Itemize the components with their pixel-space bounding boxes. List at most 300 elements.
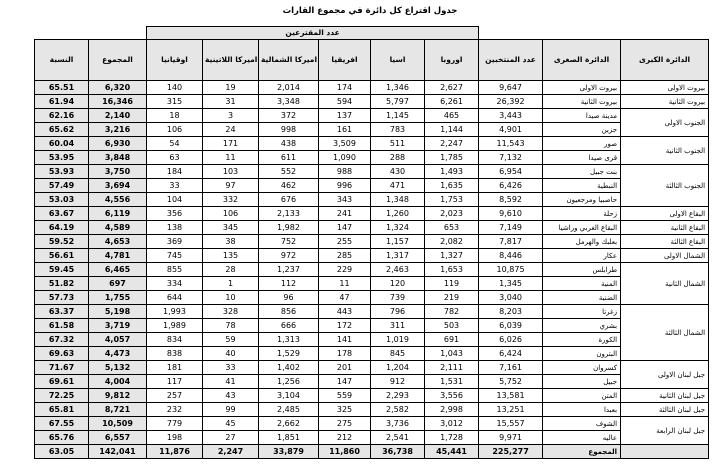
table-row <box>35 277 709 291</box>
cell-registered-voters: 5,752 <box>479 375 543 389</box>
cell-north-america: 1,256 <box>259 375 319 389</box>
cell-total: 4,653 <box>89 235 147 249</box>
cell-oceania: 181 <box>147 361 203 375</box>
cell-latin-america: 332 <box>203 193 259 207</box>
cell-minor-district: الكورة <box>543 333 621 347</box>
cell-latin-america: 24 <box>203 123 259 137</box>
cell-latin-america: 19 <box>203 81 259 95</box>
cell-percentage: 62.16 <box>35 109 89 123</box>
cell-north-america: 96 <box>259 291 319 305</box>
cell-major-district: جبل لبنان الرابعة <box>621 417 709 445</box>
cell-north-america: 1,402 <box>259 361 319 375</box>
cell-percentage: 53.95 <box>35 151 89 165</box>
cell-europe: 1,327 <box>425 249 479 263</box>
table-row <box>35 291 709 305</box>
votes-table <box>34 26 709 459</box>
cell-europe: 1,493 <box>425 165 479 179</box>
cell-total: 3,694 <box>89 179 147 193</box>
cell-africa: 275 <box>319 417 371 431</box>
total-oceania: 11,876 <box>147 445 203 459</box>
cell-asia: 1,324 <box>371 221 425 235</box>
cell-europe: 465 <box>425 109 479 123</box>
cell-percentage: 67.32 <box>35 333 89 347</box>
cell-minor-district: الضنية <box>543 291 621 305</box>
total-north-america: 33,879 <box>259 445 319 459</box>
cell-europe: 1,785 <box>425 151 479 165</box>
cell-registered-voters: 8,446 <box>479 249 543 263</box>
cell-latin-america: 43 <box>203 389 259 403</box>
cell-registered-voters: 8,592 <box>479 193 543 207</box>
cell-africa: 174 <box>319 81 371 95</box>
cell-oceania: 745 <box>147 249 203 263</box>
cell-north-america: 1,237 <box>259 263 319 277</box>
table-row <box>35 81 709 95</box>
cell-minor-district: المتن <box>543 389 621 403</box>
cell-minor-district: زغرتا <box>543 305 621 319</box>
cell-oceania: 315 <box>147 95 203 109</box>
cell-total: 8,721 <box>89 403 147 417</box>
cell-oceania: 1,989 <box>147 319 203 333</box>
cell-percentage: 72.25 <box>35 389 89 403</box>
total-major-empty <box>621 445 709 459</box>
cell-europe: 1,753 <box>425 193 479 207</box>
cell-north-america: 752 <box>259 235 319 249</box>
cell-latin-america: 33 <box>203 361 259 375</box>
table-row <box>35 417 709 431</box>
cell-europe: 2,023 <box>425 207 479 221</box>
cell-latin-america: 1 <box>203 277 259 291</box>
cell-asia: 511 <box>371 137 425 151</box>
cell-percentage: 63.37 <box>35 305 89 319</box>
cell-asia: 796 <box>371 305 425 319</box>
cell-minor-district: النبطية <box>543 179 621 193</box>
cell-oceania: 117 <box>147 375 203 389</box>
cell-major-district: جبل لبنان الثانية <box>621 389 709 403</box>
cell-registered-voters: 10,875 <box>479 263 543 277</box>
cell-north-america: 438 <box>259 137 319 151</box>
table-row <box>35 179 709 193</box>
cell-minor-district: حاصبيا ومرجعيون <box>543 193 621 207</box>
total-europe: 45,441 <box>425 445 479 459</box>
cell-north-america: 462 <box>259 179 319 193</box>
cell-oceania: 644 <box>147 291 203 305</box>
header-row <box>35 40 709 81</box>
cell-percentage: 60.04 <box>35 137 89 151</box>
cell-africa: 443 <box>319 305 371 319</box>
table-row <box>35 361 709 375</box>
cell-total: 3,750 <box>89 165 147 179</box>
total-registered-voters: 225,277 <box>479 445 543 459</box>
cell-europe: 2,247 <box>425 137 479 151</box>
cell-minor-district: بشري <box>543 319 621 333</box>
cell-major-district: بيروت الثانية <box>621 95 709 109</box>
table-title: جدول اقتراع كل دائرة في مجموع القارات <box>282 6 458 16</box>
cell-oceania: 369 <box>147 235 203 249</box>
cell-europe: 2,627 <box>425 81 479 95</box>
table-row <box>35 431 709 445</box>
cell-minor-district: المنية <box>543 277 621 291</box>
cell-asia: 783 <box>371 123 425 137</box>
cell-africa: 996 <box>319 179 371 193</box>
table-row <box>35 263 709 277</box>
cell-percentage: 69.61 <box>35 375 89 389</box>
cell-latin-america: 27 <box>203 431 259 445</box>
cell-oceania: 834 <box>147 333 203 347</box>
cell-latin-america: 328 <box>203 305 259 319</box>
cell-minor-district: بعبدا <box>543 403 621 417</box>
cell-total: 16,346 <box>89 95 147 109</box>
cell-registered-voters: 11,543 <box>479 137 543 151</box>
cell-north-america: 2,662 <box>259 417 319 431</box>
cell-minor-district: قرى صيدا <box>543 151 621 165</box>
cell-registered-voters: 3,040 <box>479 291 543 305</box>
cell-europe: 1,531 <box>425 375 479 389</box>
cell-north-america: 552 <box>259 165 319 179</box>
cell-total: 4,473 <box>89 347 147 361</box>
cell-registered-voters: 7,149 <box>479 221 543 235</box>
cell-total: 3,848 <box>89 151 147 165</box>
cell-africa: 559 <box>319 389 371 403</box>
cell-major-district: البقاع الثانية <box>621 221 709 235</box>
cell-registered-voters: 1,345 <box>479 277 543 291</box>
cell-asia: 1,157 <box>371 235 425 249</box>
cell-total: 2,140 <box>89 109 147 123</box>
header-major-district: الدائرة الكبرى <box>621 40 709 81</box>
cell-minor-district: مدينة صيدا <box>543 109 621 123</box>
total-label: المجموع <box>543 445 621 459</box>
table-row <box>35 389 709 403</box>
header-north-america: اميركا الشمالية <box>259 40 319 81</box>
cell-asia: 912 <box>371 375 425 389</box>
cell-asia: 471 <box>371 179 425 193</box>
cell-oceania: 779 <box>147 417 203 431</box>
cell-minor-district: كسروان <box>543 361 621 375</box>
cell-total: 5,132 <box>89 361 147 375</box>
table-row <box>35 347 709 361</box>
cell-minor-district: بعلبك والهرمل <box>543 235 621 249</box>
cell-latin-america: 78 <box>203 319 259 333</box>
cell-minor-district: جزين <box>543 123 621 137</box>
table-row <box>35 109 709 123</box>
cell-oceania: 138 <box>147 221 203 235</box>
cell-africa: 147 <box>319 375 371 389</box>
cell-africa: 988 <box>319 165 371 179</box>
cell-asia: 1,348 <box>371 193 425 207</box>
cell-north-america: 1,851 <box>259 431 319 445</box>
cell-total: 4,781 <box>89 249 147 263</box>
table-row <box>35 193 709 207</box>
cell-europe: 219 <box>425 291 479 305</box>
cell-africa: 255 <box>319 235 371 249</box>
cell-oceania: 334 <box>147 277 203 291</box>
cell-europe: 3,012 <box>425 417 479 431</box>
cell-europe: 653 <box>425 221 479 235</box>
table-row <box>35 403 709 417</box>
cell-north-america: 1,982 <box>259 221 319 235</box>
table-row <box>35 333 709 347</box>
cell-latin-america: 106 <box>203 207 259 221</box>
cell-africa: 1,090 <box>319 151 371 165</box>
cell-north-america: 666 <box>259 319 319 333</box>
cell-europe: 2,082 <box>425 235 479 249</box>
cell-major-district: الشمال الثالثة <box>621 305 709 361</box>
cell-europe: 6,261 <box>425 95 479 109</box>
cell-europe: 1,144 <box>425 123 479 137</box>
cell-north-america: 972 <box>259 249 319 263</box>
cell-major-district: جبل لبنان الثالثة <box>621 403 709 417</box>
cell-minor-district: بيروت الثانية <box>543 95 621 109</box>
cell-percentage: 63.67 <box>35 207 89 221</box>
header-asia: اسيا <box>371 40 425 81</box>
cell-major-district: البقاع الثالثة <box>621 235 709 249</box>
cell-oceania: 198 <box>147 431 203 445</box>
cell-africa: 212 <box>319 431 371 445</box>
header-africa: افريقيا <box>319 40 371 81</box>
cell-major-district: الجنوب الثانية <box>621 137 709 165</box>
cell-registered-voters: 4,901 <box>479 123 543 137</box>
table-row <box>35 305 709 319</box>
cell-europe: 1,653 <box>425 263 479 277</box>
table-row <box>35 375 709 389</box>
header-oceania: اوقيانيا <box>147 40 203 81</box>
cell-africa: 241 <box>319 207 371 221</box>
cell-europe: 782 <box>425 305 479 319</box>
cell-africa: 343 <box>319 193 371 207</box>
table-row <box>35 123 709 137</box>
cell-africa: 161 <box>319 123 371 137</box>
cell-oceania: 106 <box>147 123 203 137</box>
cell-latin-america: 45 <box>203 417 259 431</box>
cell-asia: 1,019 <box>371 333 425 347</box>
cell-europe: 3,556 <box>425 389 479 403</box>
total-row <box>35 445 709 459</box>
cell-registered-voters: 7,817 <box>479 235 543 249</box>
cell-north-america: 2,133 <box>259 207 319 221</box>
total-latin-america: 2,247 <box>203 445 259 459</box>
cell-total: 6,320 <box>89 81 147 95</box>
header-total: المجموع <box>89 40 147 81</box>
cell-europe: 1,043 <box>425 347 479 361</box>
cell-oceania: 232 <box>147 403 203 417</box>
cell-minor-district: طرابلس <box>543 263 621 277</box>
table-row <box>35 249 709 263</box>
cell-registered-voters: 13,251 <box>479 403 543 417</box>
cell-registered-voters: 6,026 <box>479 333 543 347</box>
cell-percentage: 69.63 <box>35 347 89 361</box>
cell-asia: 1,204 <box>371 361 425 375</box>
cell-asia: 1,346 <box>371 81 425 95</box>
table-row <box>35 95 709 109</box>
cell-africa: 201 <box>319 361 371 375</box>
cell-registered-voters: 6,954 <box>479 165 543 179</box>
cell-major-district: الشمال الثانية <box>621 263 709 305</box>
cell-latin-america: 59 <box>203 333 259 347</box>
cell-oceania: 855 <box>147 263 203 277</box>
cell-latin-america: 31 <box>203 95 259 109</box>
cell-percentage: 51.82 <box>35 277 89 291</box>
cell-asia: 1,317 <box>371 249 425 263</box>
cell-latin-america: 171 <box>203 137 259 151</box>
cell-africa: 285 <box>319 249 371 263</box>
cell-north-america: 611 <box>259 151 319 165</box>
cell-latin-america: 40 <box>203 347 259 361</box>
cell-asia: 288 <box>371 151 425 165</box>
cell-asia: 2,463 <box>371 263 425 277</box>
cell-registered-voters: 7,161 <box>479 361 543 375</box>
cell-asia: 120 <box>371 277 425 291</box>
cell-africa: 147 <box>319 221 371 235</box>
cell-asia: 2,582 <box>371 403 425 417</box>
cell-latin-america: 135 <box>203 249 259 263</box>
cell-minor-district: البترون <box>543 347 621 361</box>
cell-oceania: 838 <box>147 347 203 361</box>
cell-europe: 119 <box>425 277 479 291</box>
cell-oceania: 33 <box>147 179 203 193</box>
cell-asia: 2,293 <box>371 389 425 403</box>
cell-total: 4,556 <box>89 193 147 207</box>
cell-total: 4,004 <box>89 375 147 389</box>
cell-percentage: 59.45 <box>35 263 89 277</box>
cell-total: 6,930 <box>89 137 147 151</box>
cell-minor-district: زحلة <box>543 207 621 221</box>
cell-registered-voters: 6,424 <box>479 347 543 361</box>
cell-latin-america: 41 <box>203 375 259 389</box>
header-minor-district: الدائرة الصغرى <box>543 40 621 81</box>
cell-europe: 2,111 <box>425 361 479 375</box>
cell-minor-district: صور <box>543 137 621 151</box>
cell-percentage: 53.03 <box>35 193 89 207</box>
cell-registered-voters: 9,971 <box>479 431 543 445</box>
cell-oceania: 63 <box>147 151 203 165</box>
cell-oceania: 257 <box>147 389 203 403</box>
cell-asia: 1,260 <box>371 207 425 221</box>
cell-latin-america: 99 <box>203 403 259 417</box>
cell-asia: 3,736 <box>371 417 425 431</box>
cell-africa: 172 <box>319 319 371 333</box>
cell-percentage: 56.61 <box>35 249 89 263</box>
cell-major-district: البقاع الاولى <box>621 207 709 221</box>
table-row <box>35 221 709 235</box>
total-africa: 11,860 <box>319 445 371 459</box>
cell-percentage: 71.67 <box>35 361 89 375</box>
cell-major-district: الجنوب الاولى <box>621 109 709 137</box>
cell-africa: 141 <box>319 333 371 347</box>
header-registered-voters: عدد المنتخبين <box>479 40 543 81</box>
cell-total: 9,812 <box>89 389 147 403</box>
table-row <box>35 165 709 179</box>
cell-oceania: 104 <box>147 193 203 207</box>
cell-north-america: 112 <box>259 277 319 291</box>
cell-north-america: 2,014 <box>259 81 319 95</box>
cell-africa: 325 <box>319 403 371 417</box>
cell-oceania: 54 <box>147 137 203 151</box>
cell-percentage: 65.62 <box>35 123 89 137</box>
cell-oceania: 184 <box>147 165 203 179</box>
cell-africa: 3,509 <box>319 137 371 151</box>
header-europe: اوروبا <box>425 40 479 81</box>
cell-minor-district: الشوف <box>543 417 621 431</box>
cell-oceania: 1,993 <box>147 305 203 319</box>
cell-major-district: جبل لبنان الاولى <box>621 361 709 389</box>
cell-oceania: 356 <box>147 207 203 221</box>
cell-total: 6,465 <box>89 263 147 277</box>
cell-major-district: الشمال الاولى <box>621 249 709 263</box>
cell-asia: 311 <box>371 319 425 333</box>
cell-latin-america: 97 <box>203 179 259 193</box>
table-row <box>35 235 709 249</box>
total-percentage: 63.05 <box>35 445 89 459</box>
cell-north-america: 3,348 <box>259 95 319 109</box>
cell-north-america: 998 <box>259 123 319 137</box>
cell-latin-america: 11 <box>203 151 259 165</box>
cell-total: 6,557 <box>89 431 147 445</box>
cell-registered-voters: 15,557 <box>479 417 543 431</box>
cell-europe: 1,728 <box>425 431 479 445</box>
cell-africa: 229 <box>319 263 371 277</box>
cell-north-america: 3,104 <box>259 389 319 403</box>
table-row <box>35 137 709 151</box>
cell-asia: 845 <box>371 347 425 361</box>
cell-latin-america: 103 <box>203 165 259 179</box>
cell-percentage: 59.52 <box>35 235 89 249</box>
cell-registered-voters: 3,443 <box>479 109 543 123</box>
cell-total: 10,509 <box>89 417 147 431</box>
header-percentage: النسبة <box>35 40 89 81</box>
cell-percentage: 64.19 <box>35 221 89 235</box>
cell-percentage: 57.73 <box>35 291 89 305</box>
cell-north-america: 676 <box>259 193 319 207</box>
cell-north-america: 1,529 <box>259 347 319 361</box>
cell-registered-voters: 6,426 <box>479 179 543 193</box>
cell-minor-district: بنت جبيل <box>543 165 621 179</box>
cell-percentage: 65.51 <box>35 81 89 95</box>
cell-asia: 430 <box>371 165 425 179</box>
header-latin-america: اميركا اللاتينية <box>203 40 259 81</box>
cell-latin-america: 345 <box>203 221 259 235</box>
cell-europe: 503 <box>425 319 479 333</box>
cell-latin-america: 3 <box>203 109 259 123</box>
cell-oceania: 18 <box>147 109 203 123</box>
cell-latin-america: 28 <box>203 263 259 277</box>
table-row <box>35 207 709 221</box>
cell-registered-voters: 26,392 <box>479 95 543 109</box>
cell-total: 697 <box>89 277 147 291</box>
cell-north-america: 2,485 <box>259 403 319 417</box>
cell-africa: 137 <box>319 109 371 123</box>
cell-major-district: بيروت الاولى <box>621 81 709 95</box>
cell-asia: 2,541 <box>371 431 425 445</box>
cell-north-america: 1,313 <box>259 333 319 347</box>
cell-minor-district: عاليه <box>543 431 621 445</box>
cell-registered-voters: 13,581 <box>479 389 543 403</box>
cell-total: 3,719 <box>89 319 147 333</box>
cell-minor-district: البقاع الغربي وراشيا <box>543 221 621 235</box>
cell-total: 4,589 <box>89 221 147 235</box>
cell-africa: 47 <box>319 291 371 305</box>
cell-north-america: 856 <box>259 305 319 319</box>
cell-africa: 178 <box>319 347 371 361</box>
super-header-row <box>35 27 709 40</box>
cell-percentage: 65.76 <box>35 431 89 445</box>
cell-minor-district: بيروت الاولى <box>543 81 621 95</box>
total-total: 142,041 <box>89 445 147 459</box>
cell-europe: 1,635 <box>425 179 479 193</box>
cell-registered-voters: 6,039 <box>479 319 543 333</box>
cell-minor-district: عكار <box>543 249 621 263</box>
cell-total: 6,119 <box>89 207 147 221</box>
voters-count-super-header: عدد المقترعين <box>147 27 479 40</box>
total-asia: 36,738 <box>371 445 425 459</box>
